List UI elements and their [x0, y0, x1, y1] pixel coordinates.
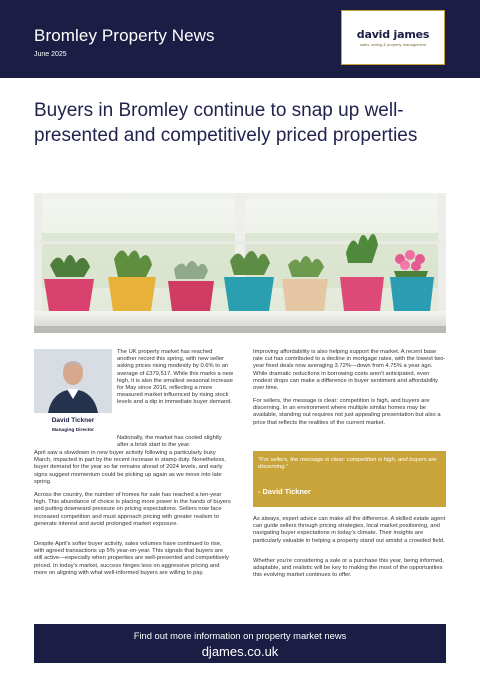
- pot-beige: [282, 256, 328, 311]
- article-headline: Buyers in Bromley continue to snap up well-presented and competitively priced properties: [34, 100, 418, 146]
- logo-name: david james: [356, 28, 430, 41]
- article-paragraph-5: Improving affordability is also helping support the market. A recent base rate cut has contributed to a decline in mortgage rates, with the lowest two-year fixed deals now averaging 3.72%—down from 4.75% a year ago. While dramatic reductions in borrowing costs aren't anticipated, even modest drops can make a difference in buyer sentiment and affordability over time.: [253, 349, 446, 392]
- person-silhouette-icon: [34, 349, 112, 413]
- footer-banner[interactable]: [34, 624, 446, 663]
- pull-quote: [253, 451, 446, 507]
- article-paragraph-7: As always, expert advice can make all the difference. A skilled estate agent can guide sellers through pricing strategies, local market positioning, and navigating buyer expectations in today's climate. Their insights are particularly valuable in helping a property stand out amidst a crowded field.: [253, 516, 446, 544]
- pull-quote-text: "For sellers, the message is clear: competition is high, and buyers are discerning.": [258, 457, 437, 471]
- footer-cta-text: Find out more information on property market news: [133, 630, 347, 641]
- author-name: David Tickner: [51, 417, 95, 424]
- pot-teal-1: [224, 251, 274, 311]
- article-paragraph-2b: April saw a slowdown in new buyer activity following a particularly busy March, impacted in part by the recent increase in stamp duty. Nonetheless, buyer demand for the year so far remains ahead of 2024 levels, and early signs suggest momentum could be picking up again as we move into late spring.: [34, 450, 226, 485]
- pot-yellow: [108, 250, 156, 311]
- pull-quote-attribution: - David Tickner: [258, 487, 311, 496]
- article-paragraph-8: Whether you're considering a sale or a purchase this year, being informed, adaptable, and realistic will be key to making the most of the opportunities this evolving market continues to offer.: [253, 558, 444, 579]
- issue-date: June 2025: [34, 51, 67, 58]
- author-role: Managing Director: [51, 428, 95, 433]
- pot-pink-1: [44, 255, 94, 311]
- newsletter-title: Bromley Property News: [34, 26, 215, 45]
- succulent-pots-on-windowsill-image: [34, 193, 446, 333]
- article-paragraph-4: Despite April's softer buyer activity, sales volumes have continued to rise, with agreed transactions up 5% year-on-year. This signals that buyers are still active—especially when properties are well-presented and competitively priced. In today's market, success hinges less on aggressive pricing and more on aligning with what well-informed buyers are willing to pay.: [34, 541, 229, 576]
- author-portrait: [34, 349, 112, 413]
- article-paragraph-6: For sellers, the message is clear: competition is high, and buyers are discerning. In an environment where multiple similar homes may be available, standing out requires not just appealing presentation but also a price that reflects the realities of the current market.: [253, 398, 441, 426]
- article-paragraph-2a: Nationally, the market has cooled slightly after a brisk start to the year.: [117, 435, 222, 449]
- logo-tagline: sales, letting & property management: [359, 42, 427, 47]
- footer-website-link[interactable]: djames.co.uk: [201, 644, 279, 659]
- david-james-logo[interactable]: [341, 10, 445, 65]
- article-paragraph-3: Across the country, the number of homes for sale has reached a ten-year high. This abundance of choice is placing more power in the hands of buyers and putting downward pressure on pricing expectations. Sellers now face increased competition and must approach pricing with greater realism to generate interest and avoid prolonged market exposure.: [34, 492, 231, 527]
- header-bar: [0, 0, 480, 78]
- article-paragraph-1: The UK property market has reached another record this spring, with new seller asking prices rising modestly by 0.6% to an average of £379,517. While this marks a new high, it is also the smallest seasonal increase for May since 2016, reflecting a more measured market influenced by rising stock levels and a dip in immediate buyer demand.: [117, 349, 234, 406]
